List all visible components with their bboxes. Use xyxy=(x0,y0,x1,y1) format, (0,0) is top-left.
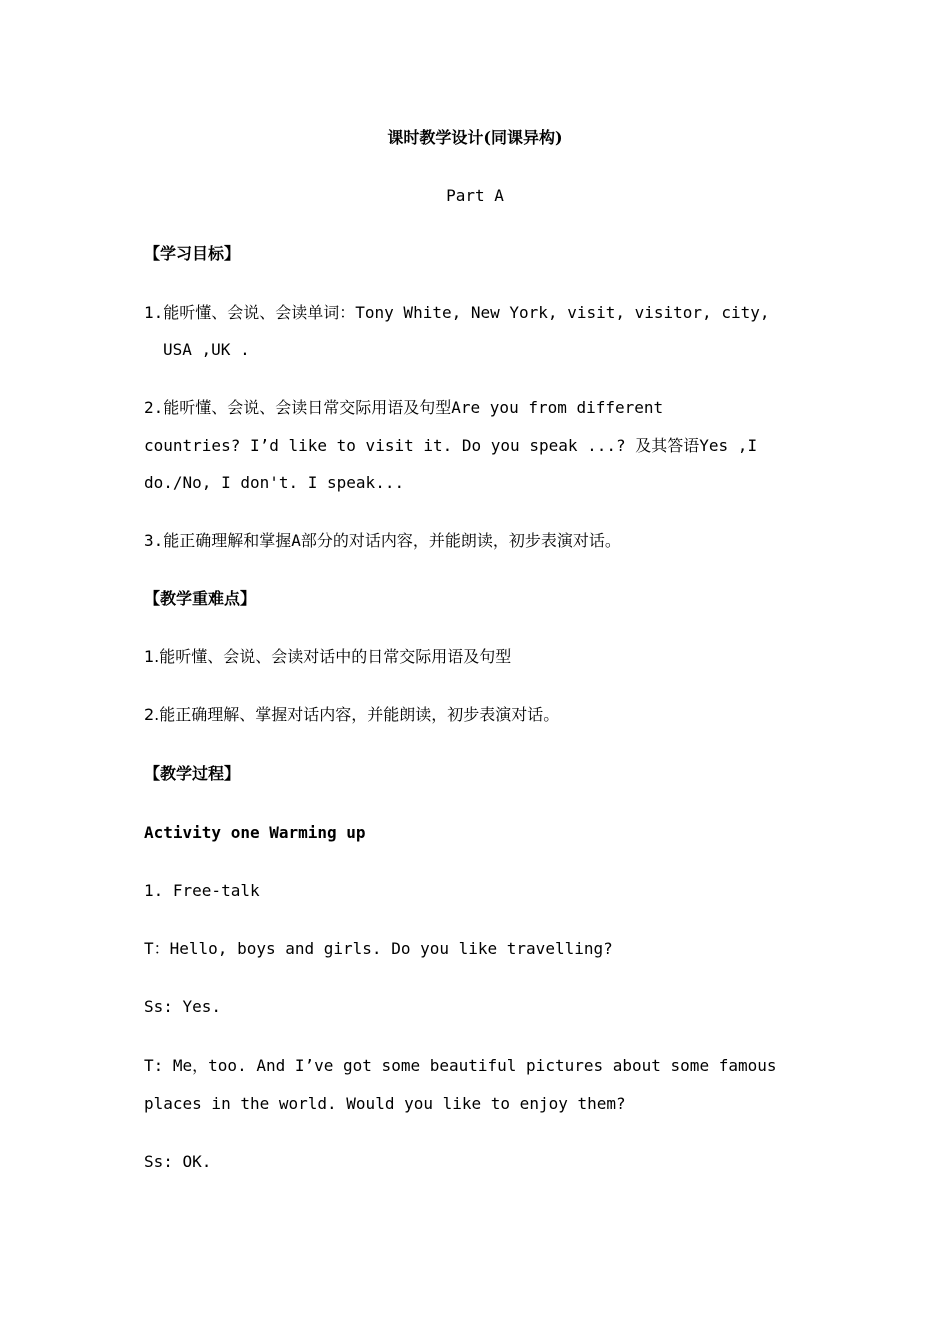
dialog-line-4: Ss: OK. xyxy=(144,1152,212,1171)
goal-2-line-2: countries? I’d like to visit it. Do you speak ...? 及其答语Yes ,I xyxy=(144,436,758,455)
key-point-1: 1.能听懂、会说、会读对话中的日常交际用语及句型 xyxy=(144,647,512,666)
goal-2-line-3: do./No, I don't. I speak... xyxy=(144,473,405,492)
document-subtitle: Part A xyxy=(446,186,504,205)
goal-1-line-1: 1.能听懂、会说、会读单词：Tony White, New York, visit, visitor, city, xyxy=(144,303,770,322)
section-heading-key-points: 【教学重难点】 xyxy=(144,589,257,608)
section-heading-process: 【教学过程】 xyxy=(144,764,241,783)
dialog-line-2: Ss: Yes. xyxy=(144,997,222,1016)
section-heading-goals: 【学习目标】 xyxy=(144,244,241,263)
document-title: 课时教学设计(同课异构) xyxy=(387,128,563,147)
dialog-line-1: T：Hello, boys and girls. Do you like travelling? xyxy=(144,939,613,958)
step-free-talk: 1. Free-talk xyxy=(144,881,260,900)
dialog-line-3b: places in the world. Would you like to enjoy them? xyxy=(144,1094,626,1113)
dialog-line-3a: T: Me，too. And I’ve got some beautiful pictures about some famous xyxy=(144,1056,777,1075)
activity-one-heading: Activity one Warming up xyxy=(144,823,366,842)
goal-3: 3.能正确理解和掌握A部分的对话内容，并能朗读，初步表演对话。 xyxy=(144,531,621,550)
key-point-2: 2.能正确理解、掌握对话内容，并能朗读，初步表演对话。 xyxy=(144,705,560,724)
goal-2-line-1: 2.能听懂、会说、会读日常交际用语及句型Are you from different xyxy=(144,398,664,417)
goal-1-line-2: USA ,UK . xyxy=(163,340,250,359)
